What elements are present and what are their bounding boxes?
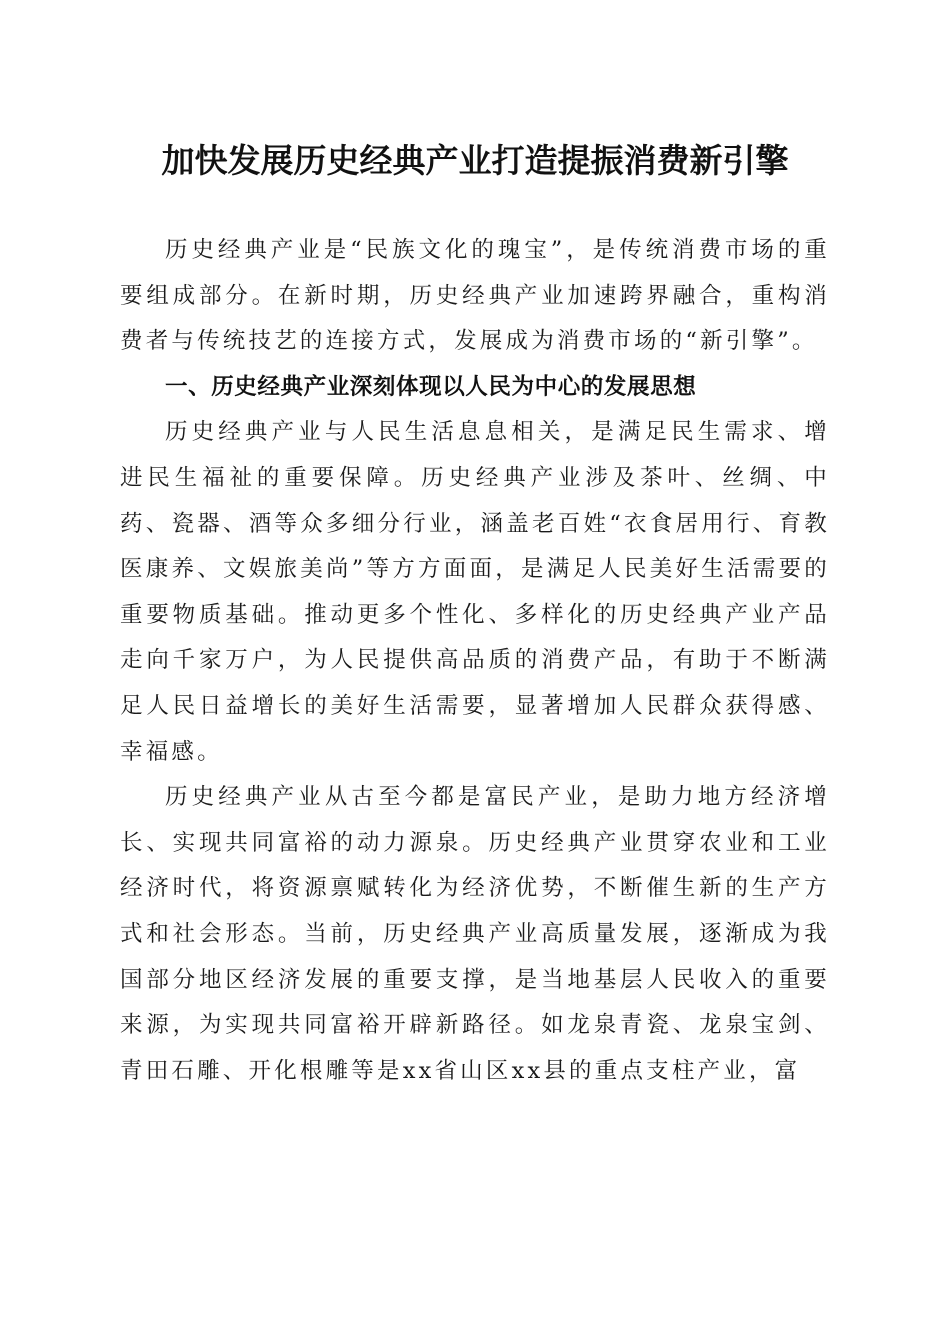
section-heading-1: 一、历史经典产业深刻体现以人民为中心的发展思想	[165, 373, 697, 400]
document-body	[120, 228, 830, 1094]
document-title: 加快发展历史经典产业打造提振消费新引擎	[161, 141, 789, 180]
intro-paragraph: 历史经典产业是“民族文化的瑰宝”，是传统消费市场的重要组成部分。在新时期，历史经典产业加速跨界融合，重构消费者与传统技艺的连接方式，发展成为消费市场的“新引擎”。	[120, 237, 830, 355]
body-paragraph-1: 历史经典产业与人民生活息息相关，是满足民生需求、增进民生福祉的重要保障。历史经典产业涉及茶叶、丝绸、中药、瓷器、酒等众多细分行业，涵盖老百姓“衣食居用行、育教医康养、文娱旅美尚”等方方面面，是满足人民美好生活需要的重要物质基础。推动更多个性化、多样化的历史经典产业产品走向千家万户，为人民提供高品质的消费产品，有助于不断满足人民日益增长的美好生活需要，显著增加人民群众获得感、幸福感。	[120, 419, 830, 765]
body-paragraph-2: 历史经典产业从古至今都是富民产业，是助力地方经济增长、实现共同富裕的动力源泉。历史经典产业贯穿农业和工业经济时代，将资源禀赋转化为经济优势，不断催生新的生产方式和社会形态。当前，历史经典产业高质量发展，逐渐成为我国部分地区经济发展的重要支撑，是当地基层人民收入的重要来源，为实现共同富裕开辟新路径。如龙泉青瓷、龙泉宝剑、青田石雕、开化根雕等是xx省山区xx县的重点支柱产业，富	[120, 784, 830, 1084]
